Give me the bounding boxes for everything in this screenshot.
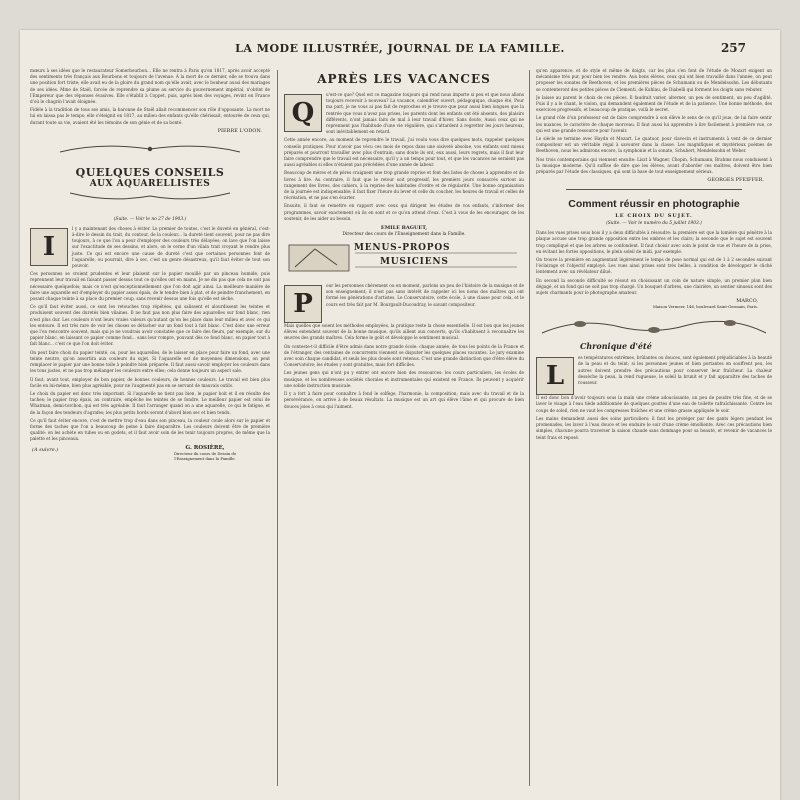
column-rule — [529, 70, 530, 786]
article-text: Le choix du papier est donc très important. Si l'aquarelle ne tient pas bien, le papier boit et il en résulte des taches; le papier trop épais, au contraire, empêche les teintes de se fondre. Le meilleur papier est celui de Whatman, demi-torchon, qui est très agréable. Il faut l'arranger quand on a une aquarelle, ce qui le fatigue, et de la façon des tendeurs d'agrafes; les plus petits bords seront d'abord bien sec et bien tendu. — [30, 390, 270, 415]
article-text: qu'en apparence, et de style et même de doigts, car les plus s'en font de l'étude de Mozart exigent un mécanisme très pur, pour bien les rendre. Aux bons élèves, ceux qui ont bien travaillé dans l'année, on peut proposer les sonates de Beethoven, et les premières pièces de Schumann ou de Mendelssohn. Les débutants se contenteront des petites pièces de Clementi, de Kuhlau, de Diabelli qui forment les doigts sans rebuter. — [536, 68, 772, 92]
article-text: Beaucoup de mères et de pères craignent une trop grande reprise et font des listes de choses à apprendre et de livres à lire. Au contraire, il faut que le retour soit progressif, les premiers jours consacrés surtout au rangement des livres, des cahiers, à la reprise des habitudes d'ordre et de régularité. Une bonne organisation de la journée est indispensable; il faut fixer l'heure du lever et celle du coucher, les heures de travail et celles de récréation, et ne pas s'en écarter. — [284, 170, 524, 201]
banner-title: QUELQUES CONSEILS — [75, 165, 225, 179]
newspaper-page — [20, 30, 780, 800]
author-signature: MARCO, — [736, 298, 758, 305]
article-text: Ce qu'il faut éviter encore, c'est de mettre trop d'eau dans son pinceau, la couleur coule alors sur le papier et forme des taches que l'on a beaucoup de peine à faire disparaître. Les couleurs doivent être de première qualité: on les achète en tubes ou en godets, et il faut avoir soin de les tenir toujours propres, de même que la palette et les pinceaux. — [30, 417, 270, 442]
article-text: En second la seconde difficulté se résout en choisissant un coin de nature simple, un premier plan bien dégagé, et un fond qui ne soit pas trop chargé. Un bouquet d'arbres, une clairière, un sentier sinueux sont des sujets charmants pour le photographe amateur. — [536, 277, 772, 296]
banner-title: MENUS-PROPOS — [354, 243, 451, 254]
column-right — [536, 68, 772, 788]
article-banner — [284, 241, 524, 279]
article-text: Nos trois contemporains qui viennent ensuite: Liszt à Wagner, Chopin, Schumann, Brahms nous conduisent à la musique moderne. Qu'il suffise de dire que les élèves, avant d'aborder ces maîtres, doivent être bien préparés par l'étude des classiques, qui sont la base de tout enseignement sérieux. — [536, 156, 772, 175]
article-text: Le grand rôle d'un professeur est de faire comprendre à son élève le sens de ce qu'il joue, de lui faire sentir les nuances, le caractère de chaque morceau. Il faut aussi lui apprendre à lire facilement à première vue, ce qui est une grande ressource pour l'avenir. — [536, 115, 772, 133]
author-signature: PIERRE L'ODON. — [217, 127, 262, 134]
article-banner — [30, 140, 270, 215]
article-text: Je laisse au parent le choix de ces pièces. Il faudrait varier, alterner, un peu de sentiment, un peu d'agilité. Puis il y a le chant, le violon, qui demandent également de l'étude et de la patience. Une bonne méthode, des exercices progressifs, et beaucoup de pratique, voilà le secret. — [536, 94, 772, 113]
article-text: Il faut, avant tout, employer de bon papier, de bonnes couleurs, de bonnes couleurs. Le travail est bien plus facile en lui-même, bien plus agréable, pour ne l'augmenté pas en se servant de mauvais outils. — [30, 376, 270, 388]
continuation-note: (Suite. — Voir le no 27 de 1903.) — [113, 216, 187, 222]
article-text: Ensuite, il faut se remettre en rapport avec ceux qui dirigent les études de vos enfants, s'informer des programmes, savoir exactement où ils en sont et ce qu'on attend d'eux. C'est à vous de les encourager, de les soutenir, de les aider au besoin. — [284, 203, 524, 221]
article-text: Les mains demandent aussi des soins particuliers: il faut les protéger par des gants légers pendant les promenades, les laver à l'eau douce et les enduire le soir d'une crème émolliente. Avec ces précautions bien simples, chacune pourra traverser la saison chaude sans dommage pour sa beauté, et revenir de vacances le teint frais et reposé. — [536, 415, 772, 440]
dropcap: L — [536, 357, 574, 395]
author-signature: EMILE BAGUET, — [380, 225, 428, 232]
article-text: Dans les vues prises sous bois il y a deux difficultés à résoudre: la première est que la lumière qui pénètre à la plaque accuse une trop grande opposition entre les ombres et les clairs; la seconde que le sujet est souvent trop compliqué et que les arbres se confondent. Il faut choisir avec soin le point de vue et l'heure de la prise, en évitant les fortes oppositions, le plein soleil de midi, par exemple. — [536, 230, 772, 254]
article-text: Il y a fort à faire pour connaître à fond le solfège, l'harmonie, la composition; mais avec du travail et de la persévérance, on arrive à de beaux résultats. La musique est un art qui élève l'âme et qui procure de bien douces joies à ceux qui l'aiment. — [284, 391, 524, 409]
article-text: Cette année encore, au moment de reprendre le travail, j'ai voulu vous dire quelques mots, rappeler quelques conseils pratiques. Pour n'avoir pas vécu ces mois de repos dans une oisiveté absolue, vos enfants sont mieux préparés et pourront travailler avec plus d'entrain; sans doute ils ont, eux aussi, leurs regrets, mais il faut leur faire comprendre que le travail est nécessaire, qu'il y a un temps pour tout, et que les vacances ne seraient pas aussi agréables si elles n'étaient pas précédées d'une année de labeur. — [284, 137, 524, 168]
continuation-note: (Suite. — Voir le numéro du 5 juillet 1903.) — [606, 221, 702, 227]
author-address: Maison Vermeer, 146, boulevard Saint-Germain, Paris. — [653, 304, 758, 310]
article-text: Ce qu'il faut éviter aussi, ce sont les retouches trop répétées, qui salissent et alourdissent les teintes et produisent souvent des duretés bien vilaines. Il ne faut pas non plus faire des aquarelles sur fond blanc, rien n'est plus dur. Les couleurs n'ont leurs vraies valeurs qu'autant qu'on les place dans leur milieu et avec ce qui les entoure. Il est très rare de voir les choses se détacher sur un fond tout à fait blanc. C'est donc une erreur que l'on rencontre souvent, mais qui je ne voudrais avoir constatée que ce faire des fleurs, par exemple, sur du papier blanc, en laissant ce papier comme fond... sans leur rompre, pouvant dès ce fond blanc, en papier tout à fait blanc... c'est ce que l'on doit éviter. — [30, 304, 270, 347]
article-heading: APRÈS LES VACANCES — [317, 72, 491, 86]
dropcap: Q — [284, 94, 322, 132]
column-rule — [277, 70, 278, 786]
article-heading: Comment réussir en photographie — [568, 198, 740, 211]
author-title: Directeur des cours de l'Enseignement dans la Famille. — [342, 232, 466, 238]
article-text: u'est-ce que? Quel est ce magazine toujours qui rend nous importe si peu et que nous allons toujours recevoir à nouveau? La vacance, calendrier ouvert, pédagogique, chaque été, Pour ma part, je ne vous ai pas fait de reproches et je trouve que pour aussi bien longues que la rentrée que vous n'avez pas prises, les parents dont les enfants ont été absents, des plaisirs différents, n'ont jamais faits de mal à leur travail d'hiver. Sans doute, Aussi ceux qui ne reprennent pas l'habitude d'une vie régulière, qui s'attardent à regretter les jours heureux, sont inévitablement en retard. — [326, 92, 524, 135]
ornament-top-icon — [50, 142, 250, 160]
page-number: 257 — [720, 41, 746, 55]
banner-subtitle: AUX AQUARELLISTES — [89, 178, 211, 189]
article-text: Les jeunes gens qui n'ont pu y entrer ont encore bien des ressources: les cours particuliers, les écoles de musique, et les nombreuses sociétés chorales et instrumentales qui existent en France. Ils peuvent y acquérir une solide instruction musicale. — [284, 370, 524, 388]
article-text: our les personnes chérement ou en moment, parlons un peu de l'histoire de la musique et de son enseignement; il n'est pas sans intérêt de rappeler ici les noms des maîtres qui ont formé les générations d'artistes. Le Conservatoire, cette école, à une classe pour cela, et le cours est très fait par M. Bourgault-Ducoudray, le savant compositeur. — [326, 283, 524, 307]
article-text: Fidèle à la tradition de tous ses amis, la baronne de Staël allait recommencer son rôle d'opposante. La mort ne lui en laissa pas le temps; elle s'éteignit en 1817, au milieu des enfants qu'elle chérissait, entourée de ceux qui, durant toute sa vie, avaient été les témoins de son génie et de sa bonté. — [30, 107, 270, 125]
dropcap: P — [284, 285, 322, 323]
section-divider — [566, 189, 742, 190]
article-text: On conteste-t-il difficile d'être admis dans notre grande école: chaque année, de tous les points de la France et de l'étranger, des centaines de concurrents viennent se disputer les quelques places vacantes. Le jury examine avec soin chaque candidat, et seuls les plus doués sont retenus. C'est une grande distinction que d'être élève du Conservatoire; les études y sont gratuites, mais fort difficiles. — [284, 343, 524, 368]
article-text: On trouve la première en augmentant légèrement le temps de pose normal qui est de 1 à 2 secondes suivant l'éclairage et l'objectif employé. Les vues ainsi prises sont très belles, à condition de développer le cliché lentement avec un révélateur dilué. — [536, 257, 772, 275]
dropcap: I — [30, 228, 68, 266]
column-left — [30, 68, 270, 788]
article-text: Il est donc bon d'avoir toujours sous la main une crème adoucissante, un peu de poudre très fine, et de se laver le visage à l'eau tiède additionnée de quelques gouttes d'une eau de toilette rafraîchissante. Contre les coups de soleil, rien ne vaut les compresses fraîches et une crème grasse appliquée le soir. — [536, 395, 772, 413]
article-banner — [540, 315, 768, 351]
article-text: Mais quelles que soient les méthodes employées, la pratique reste la chose essentielle. Il est bon que les jeunes élèves entendent souvent de la bonne musique, qu'ils aillent aux concerts, qu'ils s'habituent à reconnaître les œuvres des grands maîtres. Cela forme le goût et développe le sentiment musical. — [284, 323, 524, 341]
article-text: mœurs à ses idées que le restaurateur Somerbourbon... Elle ne rentra à Paris qu'en 1817, après avoir accepté des sentiments très français aux Bourbons et toujours de l'avenue. À la mort de ce dernier, elle se trouva dans une position fort triste; elle avait eu de la gloire du grand nom qu'elle avait, avec le bonheur aussi des mariages de ses idées. Mme de Staël, forcée de reprendre sa plume au service du gouvernement impérial, n'obtint de l'Empereur que des réponses évasives. Elle s'établit à Coppet, puis, après bien des voyages, revint en France d'où le chagrin l'avait éloignée. — [30, 68, 270, 105]
author-title: Directeur du cours de Dessin de l'Enseignement dans la Famille. — [173, 450, 237, 461]
to-be-continued: (A suivre.) — [32, 446, 59, 453]
banner-subtitle: MUSICIENS — [380, 257, 449, 268]
column-middle — [284, 68, 524, 788]
article-text: On peut faire choix du papier teinté, ou, pour les aquarelles, de le laisser en place pour faire un fond, avec une teinte neutre, qu'on assortira aux couleurs du sujet. Si l'aquarelle est de moyennes dimensions, on peut remplacer le papier par une bonne toile à peindre bien préparée. Il faut aussi savoir employer les couleurs dans les tons justes, et ne pas trop mélanger les couleurs entre elles; cela donne toujours un aspect sale. — [30, 349, 270, 374]
article-subheading: LE CHOIX DU SUJET. — [615, 213, 693, 220]
article-text: es températures extrêmes, brûlantes ou douces, sont également préjudiciables à la beauté de la peau et du teint; si les personnes jeunes et bien portantes en souffrent peu, les autres doivent prendre des précautions pour conserver leur fraîcheur. La chaleur dessèche la peau, la rend rugueuse, le soleil la brunit et y fait apparaître des taches de rousseur. — [578, 355, 772, 386]
article-text: l y a maintenant des choses à éviter. Le premier de toutes, c'est le duveté en général, c'est-à-dire le dessin du trait, du contour, de la couleur... la dureté tient souvent, pour ne pas dire toujours, à ce que l'on a peur d'employer des couleurs très délayées; on lave que l'on laisse sur l'exactitude de ses dessins, et alors, on le cerne d'un vilain trait croyant le rendre plus juste. Ce qui est encore une cause de dureté c'est que certaines personnes font de l'aquarelle, ou pourrait, dire à sec, c'est un genre désastreux, qu'il faut éviter de tout son pouvoir. — [72, 225, 270, 269]
page-header — [20, 36, 780, 62]
journal-title: LA MODE ILLUSTRÉE, JOURNAL DE LA FAMILLE. — [235, 42, 565, 55]
author-signature: GEORGES PFEIFFER. — [707, 177, 764, 184]
banner-title: Chronique d'été — [580, 341, 652, 352]
author-signature: G. ROSIÈRE, — [185, 444, 225, 451]
article-text: Le siècle se termine avec Haydn et Mozart. Le quatuor, pour clavecin et instruments à vent de ce dernier compositeur est un véritable régal à savourer dans la classe. Les magnifiques et mystérieux poèmes de Beethoven, nous les admirons encore, la symphonie et la sonate, Schubert, Mendelssohn et Weber. — [536, 136, 772, 154]
leaf-ornament-icon — [540, 315, 768, 337]
article-text: Ces personnes se croient prudentes et leur plaisent sur le papier mouillé par un pinceau humide, puis reprennent leur travail en faisant passer dessus tout ce qu'elles ont en mains. Je ne dis pas que cela ne soit pas nécessaire quelquefois; mais ce n'est qu'exceptionnellement que l'on doit agir ainsi. La meilleure manière de faire une aquarelle est d'employer du papier assez épais, de le tendre bien à plat, et de peindre franchement, en posant chaque teinte à sa place du premier coup, sans revenir dessus une fois qu'elle est sèche. — [30, 271, 270, 302]
ornament-bottom-icon — [50, 191, 250, 209]
